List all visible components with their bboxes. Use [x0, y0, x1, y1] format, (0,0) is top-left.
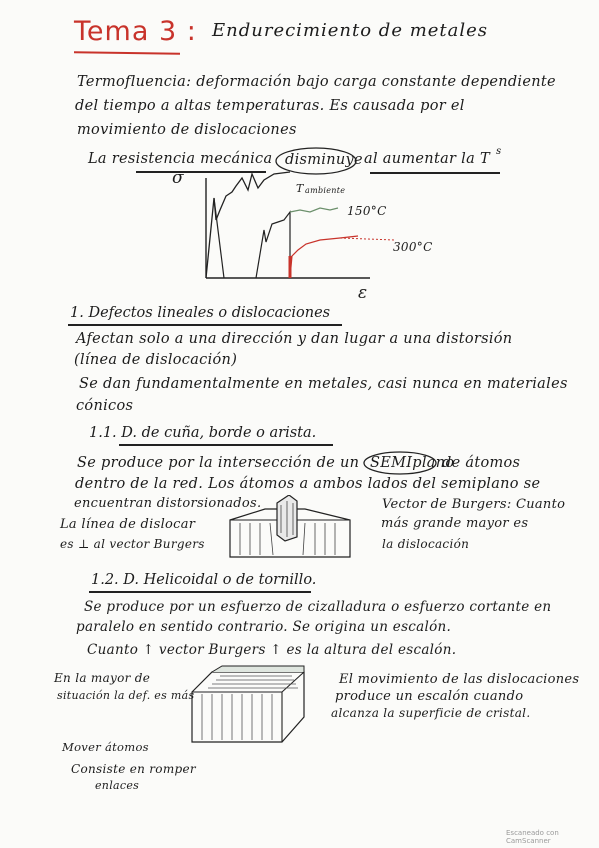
section-1-1-underline	[119, 444, 333, 446]
section-1-1-right-note-1: Vector de Burgers: Cuanto	[382, 497, 566, 512]
resistance-superscript: s	[496, 146, 502, 157]
section-1-1-p3: encuentran distorsionados.	[74, 496, 262, 511]
section-1-1-right-note-2: más grande mayor es	[381, 516, 529, 531]
section-1-2-underline	[89, 591, 311, 593]
section-1-1-circled: SEMIplano	[370, 455, 455, 471]
section-1-2-bottom-note-1: Mover átomos	[62, 740, 149, 754]
graph-label-ambient: T	[296, 182, 304, 195]
section-1-2-heading: 1.2. D. Helicoidal o de tornillo.	[91, 572, 317, 588]
section-1-1-p1a: Se produce por la intersección de un	[77, 455, 360, 471]
section-1-heading: 1. Defectos lineales o dislocaciones	[70, 305, 331, 321]
title-tema: Tema 3 :	[74, 16, 197, 47]
section-1-2-p1: Se produce por un esfuerzo de cizalladura o esfuerzo cortante en	[84, 599, 552, 615]
scanner-watermark: Escaneado con CamScanner	[506, 829, 559, 845]
section-1-2-left-note-1: En la mayor de	[54, 671, 151, 685]
section-1-2-right-note-1: El movimiento de las dislocaciones	[339, 672, 580, 687]
section-1-1-left-note-2: es ⊥ al vector Burgers	[60, 537, 205, 551]
section-1-2-p2: paralelo en sentido contrario. Se origina un escalón.	[76, 619, 452, 635]
section-1-p2: Se dan fundamentalmente en metales, casi nunca en materiales	[79, 376, 568, 392]
section-1-2-bottom-note-2: Consiste en romper	[71, 762, 196, 776]
graph-label-150: 150°C	[347, 204, 387, 218]
curve-ambient	[206, 172, 290, 278]
section-1-1-heading: 1.1. D. de cuña, borde o arista.	[89, 425, 317, 441]
intro-line-3: movimiento de dislocaciones	[77, 122, 297, 138]
section-1-1-p1c: de átomos	[442, 455, 521, 471]
screw-dislocation-drawing	[182, 662, 312, 772]
section-1-2-right-note-3: alcanza la superficie de cristal.	[331, 706, 531, 720]
edge-dislocation-drawing	[225, 495, 365, 567]
section-1-2-right-note-2: produce un escalón cuando	[335, 689, 524, 704]
title-underline	[74, 51, 180, 54]
section-1-p1: Afectan solo a una dirección y dan lugar a una distorsión	[76, 331, 513, 347]
curve-150	[256, 212, 290, 278]
section-1-2-left-note-2: situación la def. es más	[57, 689, 195, 702]
resistance-text-1: La resistencia mecánica	[88, 151, 273, 167]
resistance-circled-word: disminuye	[285, 152, 363, 168]
graph-label-ambient-sub: ambiente	[305, 186, 346, 195]
title-topic: Endurecimiento de metales	[212, 20, 489, 41]
section-1-2-p3: Cuanto ↑ vector Burgers ↑ es la altura del escalón.	[87, 642, 457, 658]
curve-300	[290, 236, 358, 278]
intro-line-2: del tiempo a altas temperaturas. Es causada por el	[75, 98, 465, 114]
graph-x-symbol: ε	[358, 283, 368, 303]
section-1-p2b: cónicos	[76, 398, 134, 414]
graph-label-300: 300°C	[393, 240, 433, 254]
section-1-2-bottom-note-3: enlaces	[95, 779, 140, 792]
semiplano-circle	[360, 449, 440, 477]
section-1-1-right-note-3: la dislocación	[382, 537, 470, 551]
section-1-1-p2: dentro de la red. Los átomos a ambos lados del semiplano se	[75, 476, 541, 492]
resistance-text-2: al aumentar la T	[364, 151, 490, 167]
section-1-underline	[68, 324, 342, 326]
section-1-p1b: (línea de dislocación)	[74, 352, 238, 368]
intro-line-1: Termofluencia: deformación bajo carga constante dependiente	[77, 74, 556, 90]
graph-y-symbol: σ	[172, 168, 184, 188]
section-1-1-left-note-1: La línea de dislocar	[60, 517, 196, 532]
creep-graph	[180, 170, 400, 290]
